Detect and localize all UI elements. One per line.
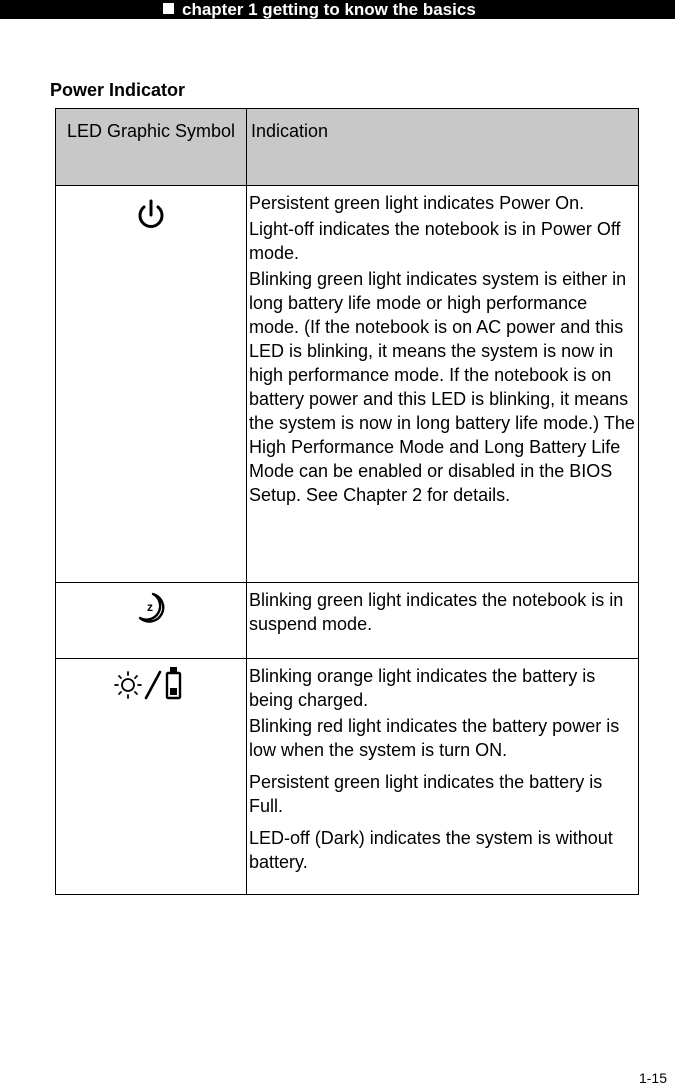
- chapter-header: [0, 0, 675, 19]
- moon-icon: [134, 591, 168, 633]
- symbol-cell: [56, 186, 247, 583]
- indication-text: Persistent green light indicates Power On.: [249, 193, 585, 213]
- column-header-indication: Indication: [247, 109, 639, 186]
- indication-text: Blinking red light indicates the battery power is low when the system is turn ON.: [249, 716, 620, 760]
- power-indicator-table: [55, 108, 639, 895]
- page-number: 1-15: [638, 1070, 667, 1086]
- symbol-cell: [56, 659, 247, 895]
- indication-text: Persistent green light indicates the battery is Full.: [249, 772, 603, 816]
- indication-text: Blinking green light indicates system is either in long battery life mode or high performance mode. (If the notebook is on AC power and this LED is blinking, it means the system is now in high performance mode. If the notebook is on battery power and this LED is blinking, it means the system is now in long battery life mode.) The High Performance Mode and Long Battery Life Mode can be enabled or disabled in the BIOS Setup. See Chapter 2 for details.: [249, 269, 635, 505]
- table-row: [56, 659, 639, 895]
- table-row: [56, 186, 639, 583]
- indication-cell: [247, 659, 639, 895]
- symbol-cell: [56, 583, 247, 659]
- indication-cell: [247, 186, 639, 583]
- column-header-symbol: LED Graphic Symbol: [56, 109, 247, 186]
- table-header-row: [56, 109, 639, 186]
- table-row: [56, 583, 639, 659]
- power-icon: [134, 198, 168, 236]
- sun-battery-icon: [110, 663, 192, 709]
- indication-text: Light-off indicates the notebook is in Power Off mode.: [249, 219, 621, 263]
- indication-text: Blinking orange light indicates the battery is being charged.: [249, 666, 596, 710]
- square-bullet-icon: [163, 3, 174, 14]
- svg-text:z: z: [147, 600, 153, 614]
- indication-text: LED-off (Dark) indicates the system is without battery.: [249, 828, 613, 872]
- indication-cell: [247, 583, 639, 659]
- indication-text: Blinking green light indicates the notebook is in suspend mode.: [249, 590, 624, 634]
- chapter-title: chapter 1 getting to know the basics: [182, 0, 476, 19]
- section-title: Power Indicator: [50, 80, 186, 100]
